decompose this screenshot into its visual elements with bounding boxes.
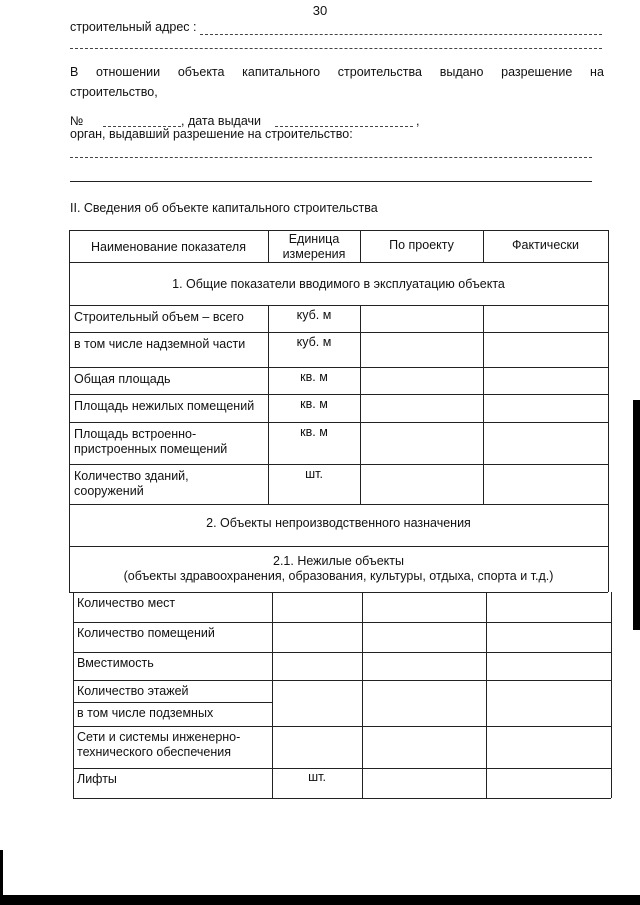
- row-column-rule: [73, 768, 74, 798]
- permit-word: строительства: [337, 65, 422, 79]
- row-name: [77, 730, 270, 760]
- row-column-rule: [69, 464, 70, 504]
- row-column-rule: [486, 702, 487, 726]
- row-column-rule: [69, 422, 70, 464]
- row-unit: [268, 370, 360, 385]
- row-column-rule: [362, 702, 363, 726]
- row-rule: [69, 422, 608, 423]
- row-unit-line: кв. м: [300, 370, 328, 384]
- row-name-line: в том числе подземных: [77, 706, 214, 720]
- permit-word: разрешение: [501, 65, 573, 79]
- row-column-rule: [362, 680, 363, 702]
- row-column-rule: [362, 592, 363, 622]
- header-column-rule: [608, 230, 609, 262]
- row-column-rule: [360, 394, 361, 422]
- header-actual: [483, 238, 608, 253]
- row-name-line: Количество мест: [77, 596, 176, 610]
- section2-title: [69, 516, 608, 531]
- row-column-rule: [73, 680, 74, 702]
- section21-rule: [69, 592, 608, 593]
- row-column-rule: [483, 464, 484, 504]
- header-project: [360, 238, 483, 253]
- row-name-line: Площадь встроенно-: [74, 427, 197, 441]
- row-name: [77, 656, 270, 671]
- permit-word: отношении: [96, 65, 161, 79]
- row-name-line: Количество этажей: [77, 684, 189, 698]
- row-rule: [69, 394, 608, 395]
- row-column-rule: [608, 332, 609, 367]
- row-rule: [73, 652, 611, 653]
- row-rule: [73, 726, 611, 727]
- header-unit-line: измерения: [282, 247, 346, 261]
- row-column-rule: [73, 726, 74, 768]
- section2-title-line: 2. Объекты непроизводственного назначения: [206, 516, 471, 530]
- row-rule: [69, 504, 608, 505]
- row-unit-line: шт.: [308, 770, 326, 784]
- permit-word: на: [590, 65, 604, 79]
- authority-label: орган, выдавший разрешение на строительство:: [70, 127, 353, 141]
- permit-word: В: [70, 65, 79, 79]
- row-column-rule: [73, 592, 74, 622]
- row-name: [77, 684, 270, 699]
- table-rule: [608, 546, 609, 592]
- row-name-line: Количество помещений: [77, 626, 215, 640]
- row-column-rule: [360, 305, 361, 332]
- row-column-rule: [362, 622, 363, 652]
- row-name: [77, 596, 270, 611]
- permit-word: выдано: [439, 65, 484, 79]
- row-unit-line: кв. м: [300, 397, 328, 411]
- header-name-line: Наименование показателя: [91, 240, 246, 254]
- row-name: [74, 399, 265, 414]
- row-name-line: сооружений: [74, 484, 144, 498]
- row-column-rule: [69, 332, 70, 367]
- row-column-rule: [611, 768, 612, 798]
- scan-edge-bottom: [0, 895, 640, 905]
- row-column-rule: [73, 622, 74, 652]
- header-actual-line: Фактически: [512, 238, 579, 252]
- row-column-rule: [272, 622, 273, 652]
- row-column-rule: [483, 332, 484, 367]
- table-rule: [608, 504, 609, 546]
- row-column-rule: [272, 680, 273, 702]
- row-name-line: Количество зданий,: [74, 469, 189, 483]
- row-rule: [69, 367, 608, 368]
- permit-date-end: ,: [416, 114, 420, 128]
- row-column-rule: [486, 652, 487, 680]
- row-rule: [73, 680, 611, 681]
- row-column-rule: [611, 680, 612, 702]
- row-name: [74, 310, 265, 325]
- section21-title: [69, 554, 608, 584]
- row-name-line: Общая площадь: [74, 372, 171, 386]
- row-unit-line: куб. м: [296, 335, 332, 349]
- row-column-rule: [360, 367, 361, 394]
- row-unit: [268, 308, 360, 323]
- row-column-rule: [486, 768, 487, 798]
- row-name: [74, 337, 265, 352]
- row-unit: [268, 467, 360, 482]
- row-name: [77, 706, 270, 721]
- row-name: [74, 372, 265, 387]
- permit-date-label: , дата выдачи: [181, 114, 262, 128]
- header-bottom-rule: [69, 262, 608, 263]
- row-column-rule: [73, 702, 74, 726]
- row-column-rule: [272, 592, 273, 622]
- row-column-rule: [486, 592, 487, 622]
- row-column-rule: [608, 367, 609, 394]
- section2-rule: [69, 546, 608, 547]
- row-column-rule: [608, 305, 609, 332]
- row-column-rule: [272, 702, 273, 726]
- header-top-rule: [69, 230, 608, 231]
- row-column-rule: [611, 652, 612, 680]
- row-column-rule: [360, 464, 361, 504]
- header-name: [69, 240, 268, 255]
- row-rule: [73, 702, 272, 703]
- row-name: [74, 469, 265, 499]
- row-unit-line: кв. м: [300, 425, 328, 439]
- row-name: [77, 626, 270, 641]
- header-project-line: По проекту: [389, 238, 454, 252]
- address-label: строительный адрес :: [70, 20, 197, 34]
- row-rule: [73, 768, 611, 769]
- row-column-rule: [73, 652, 74, 680]
- row-unit-line: шт.: [305, 467, 323, 481]
- row-column-rule: [362, 726, 363, 768]
- row-column-rule: [362, 768, 363, 798]
- permit-word: капитального: [242, 65, 321, 79]
- row-column-rule: [483, 367, 484, 394]
- row-column-rule: [360, 332, 361, 367]
- row-rule: [69, 332, 608, 333]
- row-column-rule: [608, 464, 609, 504]
- row-column-rule: [69, 367, 70, 394]
- row-name: [77, 772, 270, 787]
- row-column-rule: [360, 422, 361, 464]
- row-column-rule: [69, 305, 70, 332]
- row-name-line: Строительный объем – всего: [74, 310, 244, 324]
- row-column-rule: [608, 422, 609, 464]
- row-name-line: пристроенных помещений: [74, 442, 228, 456]
- permit-number-label: №: [70, 114, 84, 128]
- row-column-rule: [272, 652, 273, 680]
- row-unit-line: куб. м: [296, 308, 332, 322]
- row-column-rule: [611, 622, 612, 652]
- row-unit: [268, 397, 360, 412]
- section1-title: [69, 277, 608, 292]
- row-column-rule: [483, 422, 484, 464]
- row-column-rule: [611, 592, 612, 622]
- row-name-line: в том числе надземной части: [74, 337, 246, 351]
- page-number: 30: [312, 3, 328, 18]
- row-rule: [69, 464, 608, 465]
- scan-edge-right: [633, 400, 640, 630]
- row-rule: [73, 622, 611, 623]
- row-name-line: Вместимость: [77, 656, 154, 670]
- row-column-rule: [272, 726, 273, 768]
- table-rule: [608, 262, 609, 305]
- header-unit-line: Единица: [288, 232, 340, 246]
- section21-title-line: 2.1. Нежилые объекты: [273, 554, 404, 568]
- row-column-rule: [486, 726, 487, 768]
- section1-title-line: 1. Общие показатели вводимого в эксплуатацию объекта: [172, 277, 505, 291]
- row-name-line: Площадь нежилых помещений: [74, 399, 255, 413]
- row-rule: [73, 798, 611, 799]
- row-unit: [272, 770, 362, 785]
- permit-word: объекта: [177, 65, 225, 79]
- header-unit: [268, 232, 360, 262]
- row-name-line: технического обеспечения: [77, 745, 231, 759]
- permit-text-line-2: строительство,: [70, 85, 158, 99]
- row-column-rule: [362, 652, 363, 680]
- row-column-rule: [486, 680, 487, 702]
- section-title: II. Сведения об объекте капитального строительства: [70, 201, 378, 215]
- row-unit: [268, 335, 360, 350]
- row-column-rule: [608, 394, 609, 422]
- row-name-line: Лифты: [77, 772, 117, 786]
- section21-title-line: (объекты здравоохранения, образования, культуры, отдыха, спорта и т.д.): [123, 569, 554, 583]
- row-column-rule: [483, 305, 484, 332]
- row-column-rule: [69, 394, 70, 422]
- row-column-rule: [483, 394, 484, 422]
- row-column-rule: [611, 726, 612, 768]
- row-name: [74, 427, 265, 457]
- section1-rule: [69, 305, 608, 306]
- row-name-line: Сети и системы инженерно-: [77, 730, 241, 744]
- row-column-rule: [486, 622, 487, 652]
- row-column-rule: [611, 702, 612, 726]
- row-unit: [268, 425, 360, 440]
